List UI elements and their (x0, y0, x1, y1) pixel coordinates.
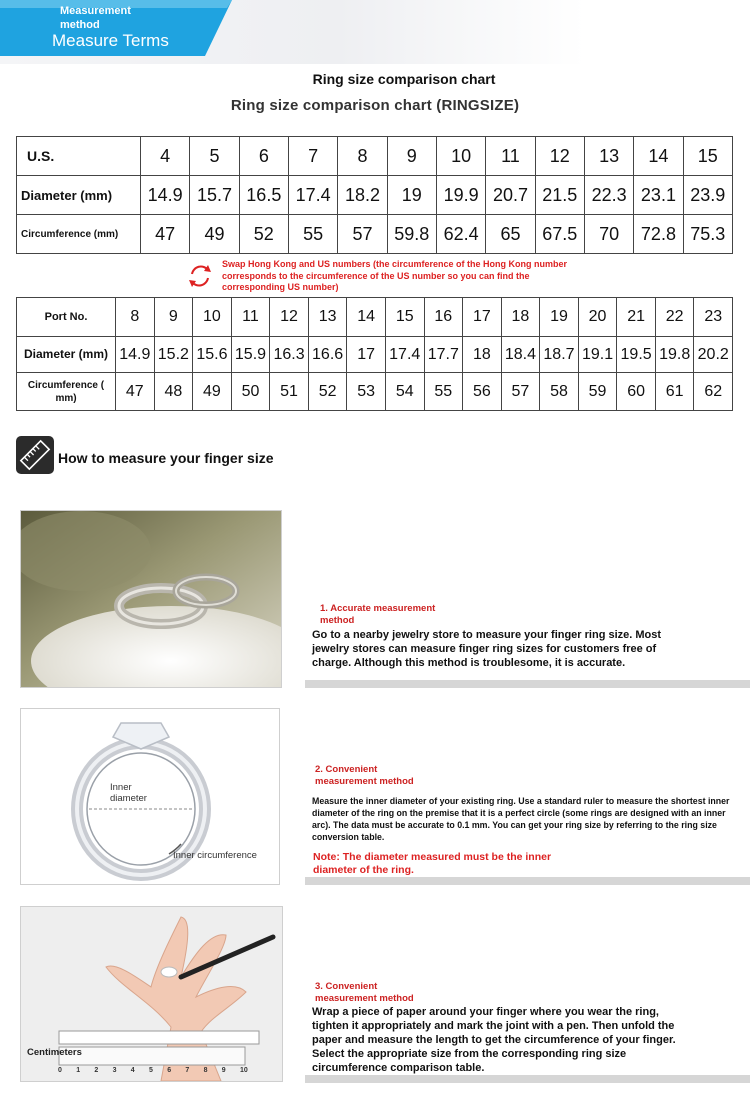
us-size-cell: 15 (683, 137, 732, 176)
port-size-cell: 8 (116, 298, 155, 337)
us-circ-cell: 52 (239, 215, 288, 254)
port-diameter-cell: 19.1 (578, 337, 617, 373)
us-circ-cell: 62.4 (436, 215, 485, 254)
port-diameter-cell: 19.8 (655, 337, 694, 373)
how-to-title: How to measure your finger size (58, 450, 274, 466)
inner-circumference-label: Inner circumference (173, 850, 257, 861)
us-circ-cell: 70 (584, 215, 633, 254)
section2-body: Measure the inner diameter of your existing ring. Use a standard ruler to measure the shortest inner diameter of the ring on the premise that it is a perfect circle (some rings are designed with an inner arc). The data must be accurate to 0.1 mm. You can get your ring size by referring to the ring size conversion table. (312, 796, 730, 842)
ruler-tick-label: 9 (221, 1067, 226, 1074)
port-diameter-cell: 15.6 (193, 337, 232, 373)
port-circ-cell: 47 (116, 373, 155, 411)
port-diameter-cell: 16.6 (308, 337, 347, 373)
us-size-cell: 6 (239, 137, 288, 176)
port-diameter-cell: 15.2 (154, 337, 193, 373)
port-size-cell: 21 (617, 298, 656, 337)
ruler-tick-label: 7 (185, 1067, 190, 1074)
port-diameter-cell: 14.9 (116, 337, 155, 373)
port-size-cell: 18 (501, 298, 540, 337)
port-diameter-cell: 15.9 (231, 337, 270, 373)
us-size-cell: 9 (387, 137, 436, 176)
port-circ-cell: 53 (347, 373, 386, 411)
ruler-tick-label: 5 (149, 1067, 153, 1074)
port-circ-cell: 62 (694, 373, 733, 411)
section1-body: Go to a nearby jewelry store to measure your finger ring size. Most jewelry stores can measure finger ring sizes for customers free of charge. Although this method is troublesome, it is accurate. (312, 629, 662, 669)
port-circ-row (17, 373, 733, 411)
port-label: Port No. (17, 298, 116, 337)
port-diameter-label: Diameter (mm) (17, 337, 116, 373)
port-circ-cell: 48 (154, 373, 193, 411)
us-diameter-row (17, 176, 733, 215)
port-size-cell: 11 (231, 298, 270, 337)
port-circ-cell: 52 (308, 373, 347, 411)
ruler-tick-label: 8 (203, 1067, 208, 1074)
swap-note: Swap Hong Kong and US numbers (the circumference of the Hong Kong number corresponds to the circumference of the US number so you can find the corresponding US number) (222, 259, 568, 292)
us-diameter-cell: 19.9 (436, 176, 485, 215)
port-diameter-cell: 19.5 (617, 337, 656, 373)
section2-heading: 2. Convenient measurement method (315, 764, 414, 787)
us-circ-cell: 59.8 (387, 215, 436, 254)
us-circ-cell: 65 (486, 215, 535, 254)
us-diameter-cell: 15.7 (190, 176, 239, 215)
port-diameter-cell: 17.7 (424, 337, 463, 373)
us-circ-cell: 57 (338, 215, 387, 254)
port-size-cell: 14 (347, 298, 386, 337)
us-size-cell: 7 (288, 137, 337, 176)
port-diameter-cell: 16.3 (270, 337, 309, 373)
page-subtitle: Ring size comparison chart (RINGSIZE) (230, 97, 520, 114)
port-diameter-cell: 20.2 (694, 337, 733, 373)
us-size-label: U.S. (17, 137, 141, 176)
us-circ-cell: 49 (190, 215, 239, 254)
port-diameter-cell: 18.7 (540, 337, 579, 373)
port-size-cell: 22 (655, 298, 694, 337)
banner-tab (0, 0, 232, 56)
us-diameter-cell: 22.3 (584, 176, 633, 215)
ruler-tick-label: 0 (58, 1067, 62, 1074)
section3-body: Wrap a piece of paper around your finger where you wear the ring, tighten it appropriately and mark the joint with a pen. Then unfold the paper and measure the length to get the circumference of your finger. Select the appropriate size from the corresponding ring size circumference comparison table. (312, 1006, 676, 1074)
page-title: Ring size comparison chart (312, 71, 496, 87)
us-size-cell: 5 (190, 137, 239, 176)
us-diameter-cell: 14.9 (141, 176, 190, 215)
us-circ-cell: 67.5 (535, 215, 584, 254)
port-circ-cell: 49 (193, 373, 232, 411)
us-size-cell: 4 (141, 137, 190, 176)
us-circ-cell: 75.3 (683, 215, 732, 254)
wedding-rings-photo (20, 510, 282, 688)
swap-icon (185, 261, 215, 291)
section1-band (305, 680, 750, 688)
ruler-tick-label: 1 (76, 1067, 81, 1074)
us-diameter-label: Diameter (mm) (17, 176, 141, 215)
port-circ-cell: 54 (385, 373, 424, 411)
port-size-cell: 15 (385, 298, 424, 337)
port-size-cell: 9 (154, 298, 193, 337)
port-diameter-row (17, 337, 733, 373)
us-diameter-cell: 18.2 (338, 176, 387, 215)
us-diameter-cell: 20.7 (486, 176, 535, 215)
port-diameter-cell: 17 (347, 337, 386, 373)
section1-heading: 1. Accurate measurement method (320, 603, 436, 626)
port-size-cell: 13 (308, 298, 347, 337)
port-circ-cell: 50 (231, 373, 270, 411)
banner-line2: Measure Terms (52, 31, 169, 50)
port-circ-cell: 51 (270, 373, 309, 411)
us-size-cell: 12 (535, 137, 584, 176)
port-size-cell: 19 (540, 298, 579, 337)
us-circ-row (17, 215, 733, 254)
banner-line1: Measurement method (60, 5, 131, 31)
us-diameter-cell: 17.4 (288, 176, 337, 215)
port-diameter-cell: 17.4 (385, 337, 424, 373)
ruler-tick-label: 6 (167, 1067, 172, 1074)
us-size-table (16, 136, 733, 254)
port-size-cell: 10 (193, 298, 232, 337)
port-circ-cell: 59 (578, 373, 617, 411)
port-size-cell: 20 (578, 298, 617, 337)
ruler-icon (16, 436, 54, 474)
port-size-cell: 23 (694, 298, 733, 337)
port-circ-cell: 60 (617, 373, 656, 411)
ruler-tick-label: 2 (94, 1067, 99, 1074)
ruler-tick-label: 3 (112, 1067, 117, 1074)
us-circ-label: Circumference (mm) (17, 215, 141, 254)
inner-diameter-label: Inner diameter (110, 782, 147, 804)
section2-note: Note: The diameter measured must be the inner diameter of the ring. (313, 851, 552, 876)
section3-heading: 3. Convenient measurement method (315, 981, 414, 1004)
us-diameter-cell: 16.5 (239, 176, 288, 215)
us-diameter-cell: 23.9 (683, 176, 732, 215)
port-size-cell: 12 (270, 298, 309, 337)
port-row (17, 298, 733, 337)
port-circ-cell: 58 (540, 373, 579, 411)
ruler-tick-label: 4 (130, 1067, 135, 1074)
us-size-cell: 11 (486, 137, 535, 176)
ruler-ticks (58, 1067, 248, 1079)
port-size-table (16, 297, 733, 411)
ruler-tick-label: 10 (240, 1067, 248, 1074)
section3-band (305, 1075, 750, 1083)
port-diameter-cell: 18.4 (501, 337, 540, 373)
header-banner (0, 0, 750, 64)
us-size-cell: 8 (338, 137, 387, 176)
port-size-cell: 17 (463, 298, 502, 337)
port-circ-label: Circumference ( mm) (17, 373, 116, 411)
port-circ-cell: 57 (501, 373, 540, 411)
us-size-cell: 13 (584, 137, 633, 176)
port-circ-cell: 56 (463, 373, 502, 411)
us-diameter-cell: 21.5 (535, 176, 584, 215)
centimeters-label: Centimeters (27, 1047, 82, 1058)
us-diameter-cell: 19 (387, 176, 436, 215)
port-circ-cell: 55 (424, 373, 463, 411)
us-circ-cell: 47 (141, 215, 190, 254)
port-size-cell: 16 (424, 298, 463, 337)
us-size-row (17, 137, 733, 176)
us-circ-cell: 55 (288, 215, 337, 254)
section2-band (305, 877, 750, 885)
us-size-cell: 10 (436, 137, 485, 176)
us-diameter-cell: 23.1 (634, 176, 683, 215)
port-circ-cell: 61 (655, 373, 694, 411)
us-size-cell: 14 (634, 137, 683, 176)
us-circ-cell: 72.8 (634, 215, 683, 254)
port-diameter-cell: 18 (463, 337, 502, 373)
